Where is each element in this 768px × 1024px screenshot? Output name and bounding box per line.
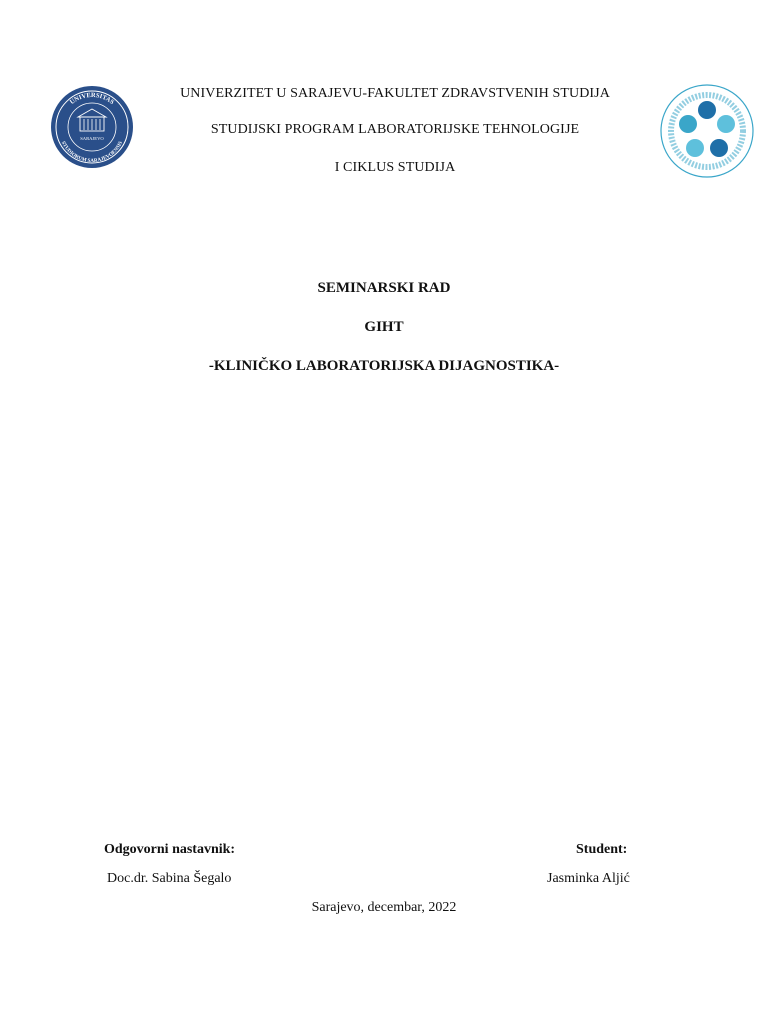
student-label: Student: — [576, 842, 628, 857]
teacher-label: Odgovorni nastavnik: — [104, 842, 236, 857]
place-date: Sarajevo, decembar, 2022 — [311, 900, 457, 915]
student-name: Jasminka Aljić — [547, 871, 630, 886]
seal-text-bottom: STUDIORUM SARAJEVOENSIS — [59, 140, 125, 165]
study-program: STUDIJSKI PROGRAM LABORATORIJSKE TEHNOLOGIJE — [210, 122, 580, 137]
teacher-name: Doc.dr. Sabina Šegalo — [107, 871, 232, 886]
document-type: SEMINARSKI RAD — [317, 280, 451, 296]
faculty-emblem-icon — [658, 82, 756, 180]
seal-text-top: UNIVERSITAS — [68, 91, 116, 107]
seal-text-center: SARAJEVO — [80, 136, 104, 141]
document-subtitle: -KLINIČKO LABORATORIJSKA DIJAGNOSTIKA- — [208, 358, 560, 374]
university-name: UNIVERZITET U SARAJEVU-FAKULTET ZDRAVSTVENIH STUDIJA — [180, 86, 610, 101]
document-topic: GIHT — [364, 319, 404, 335]
university-seal-icon — [47, 85, 137, 170]
study-cycle: I CIKLUS STUDIJA — [334, 160, 456, 175]
